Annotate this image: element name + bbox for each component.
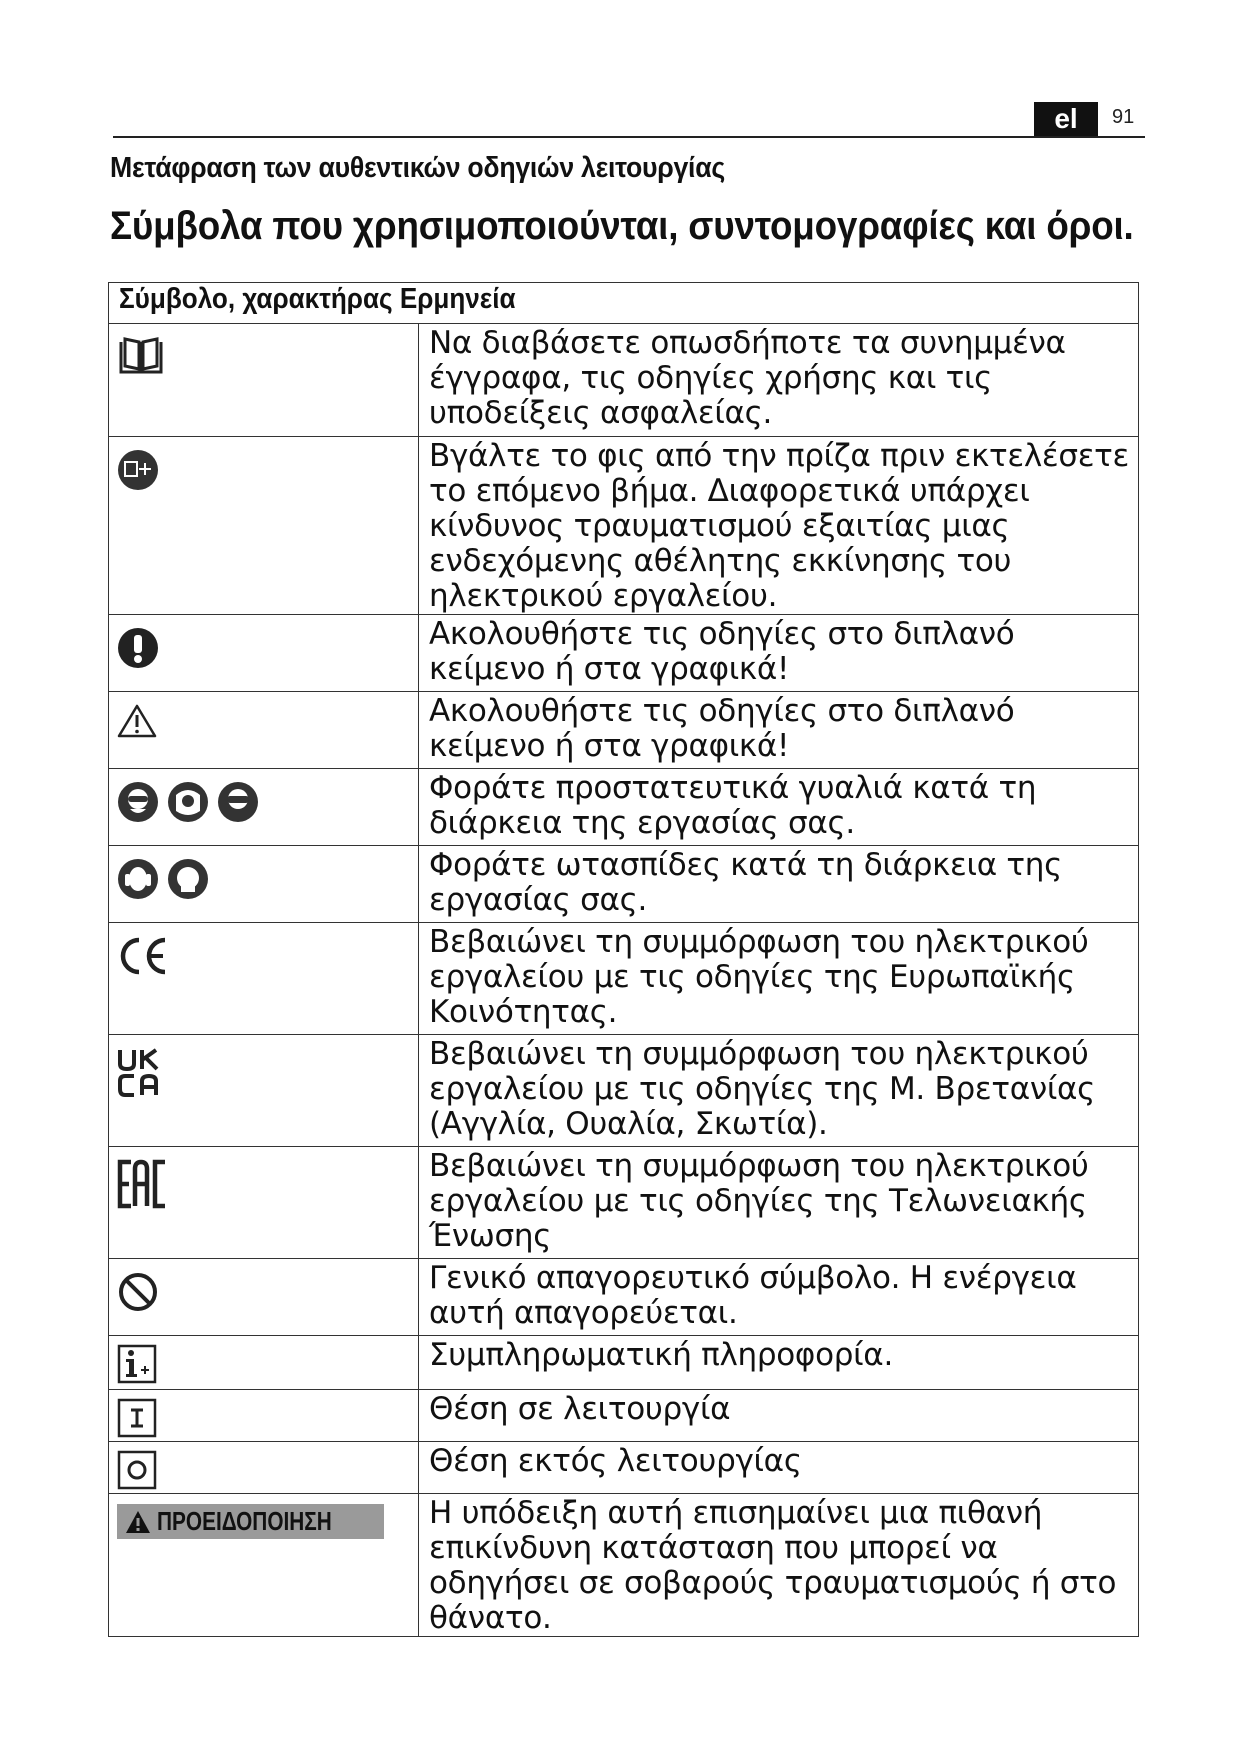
meaning-cell: Γενικό απαγορευτικό σύμβολο. Η ενέργεια αυτή απαγορεύεται. [419,1259,1139,1336]
table-row [109,1442,1139,1494]
table-header-row [109,283,1139,324]
symbol-cell [109,437,419,615]
meaning-cell: Η υπόδειξη αυτή επισημαίνει μια πιθανή επικίνδυνη κατάσταση που μπορεί να οδηγήσει σε σοβαρούς τραυματισμούς ή στο θάνατο. [419,1494,1139,1637]
ear-protection-icon [167,858,209,900]
table-row [109,1494,1139,1637]
symbol-cell [109,1336,419,1390]
table-row [109,1147,1139,1259]
symbol-cell [109,846,419,923]
table-row [109,1336,1139,1390]
meaning-cell: Θέση εκτός λειτουργίας [419,1442,1139,1494]
table-row [109,769,1139,846]
info-plus-icon [117,1344,157,1384]
warning-label [117,1504,384,1539]
column-header-meaning: Ερμηνεία [399,283,516,315]
symbol-cell [109,1442,419,1494]
symbol-cell [109,692,419,769]
meaning-cell: Να διαβάσετε οπωσδήποτε τα συνημμένα έγγραφα, τις οδηγίες χρήσης και τις υποδείξεις ασφαλείας. [419,324,1139,437]
meaning-cell: Φοράτε ωτασπίδες κατά τη διάρκεια της εργασίας σας. [419,846,1139,923]
symbol-cell [109,1390,419,1442]
table-row [109,324,1139,437]
mandatory-exclamation-icon [117,627,159,669]
warning-label-text: ΠΡΟΕΙΔΟΠΟΙΗΣΗ [157,1506,332,1536]
table-row [109,437,1139,615]
switch-off-icon [117,1450,157,1490]
meaning-cell: Βεβαιώνει τη συμμόρφωση του ηλεκτρικού εργαλείου με τις οδηγίες της Μ. Βρετανίας (Αγγλία, Ουαλία, Σκωτία). [419,1035,1139,1147]
meaning-cell: Βεβαιώνει τη συμμόρφωση του ηλεκτρικού εργαλείου με τις οδηγίες της Τελωνειακής Ένωσης [419,1147,1139,1259]
meaning-cell: Ακολουθήστε τις οδηγίες στο διπλανό κείμενο ή στα γραφικά! [419,692,1139,769]
meaning-cell: Βγάλτε το φις από την πρίζα πριν εκτελέσετε το επόμενο βήμα. Διαφορετικά υπάρχει κίνδυνος τραυματισμού εξαιτίας μιας ενδεχόμενης αθέλητης εκκίνησης του ηλεκτρικού εργαλείου. [419,437,1139,615]
manual-book-icon [117,336,165,376]
document-subtitle: Μετάφραση των αυθεντικών οδηγιών λειτουργίας [110,152,725,184]
page-number: 91 [1112,106,1135,128]
table-header [109,283,1139,324]
table-row [109,1390,1139,1442]
meaning-cell: Θέση σε λειτουργία [419,1390,1139,1442]
safety-goggles-icon [217,781,259,823]
warning-triangle-filled-icon [125,1510,151,1534]
table-row [109,692,1139,769]
eac-mark-icon [117,1159,169,1209]
symbols-table [108,282,1139,1637]
meaning-cell: Ακολουθήστε τις οδηγίες στο διπλανό κείμενο ή στα γραφικά! [419,615,1139,692]
table-row [109,615,1139,692]
header-rule [113,136,1145,138]
symbol-cell [109,324,419,437]
ear-muffs-icon [117,858,159,900]
table-row [109,846,1139,923]
symbol-cell [109,1494,419,1637]
meaning-cell: Φοράτε προστατευτικά γυαλιά κατά τη διάρκεια της εργασίας σας. [419,769,1139,846]
goggles-mask-icon [117,781,159,823]
face-shield-icon [167,781,209,823]
switch-on-icon [117,1398,157,1438]
meaning-cell: Βεβαιώνει τη συμμόρφωση του ηλεκτρικού εργαλείου με τις οδηγίες της Ευρωπαϊκής Κοινότητας. [419,923,1139,1035]
symbol-cell [109,615,419,692]
page-title: Σύμβολα που χρησιμοποιούνται, συντομογραφίες και όροι. [110,204,1134,248]
prohibition-icon [117,1271,159,1313]
language-badge: el [1034,102,1098,136]
unplug-icon [117,449,159,491]
symbol-cell [109,1259,419,1336]
symbol-cell [109,1035,419,1147]
table-row [109,1035,1139,1147]
symbol-cell [109,923,419,1035]
symbol-cell [109,769,419,846]
table-row [109,1259,1139,1336]
ce-mark-icon [117,935,171,977]
symbol-cell [109,1147,419,1259]
meaning-cell: Συμπληρωματική πληροφορία. [419,1336,1139,1390]
warning-triangle-icon [117,704,157,738]
column-header-symbol: Σύμβολο, χαρακτήρας [119,283,393,315]
ukca-mark-icon [117,1047,165,1099]
table-row [109,923,1139,1035]
